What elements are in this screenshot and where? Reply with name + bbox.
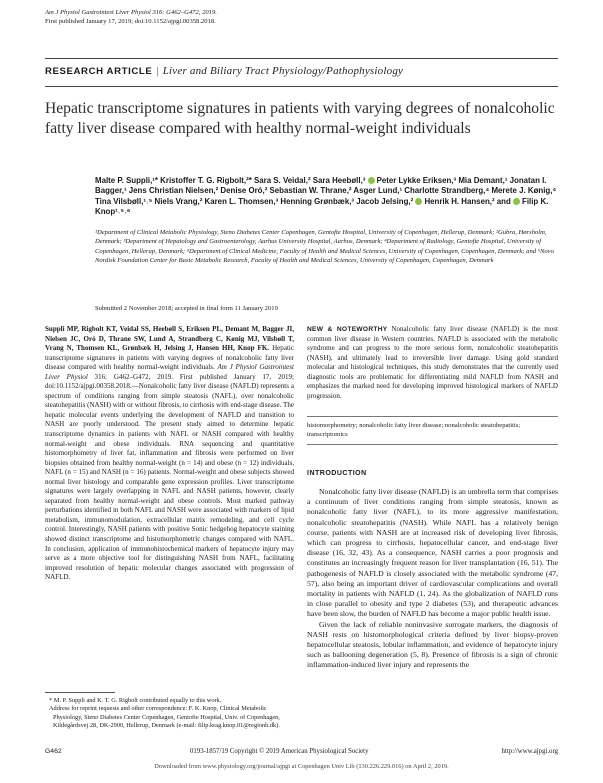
abstract-citation-journal: Am J Physiol Gastrointest Liver Physiol [45,363,295,381]
abstract-citation-authors: Suppli MP, Rigbolt KT, Veidal SS, Heebøll S, Eriksen PL, Demant M, Bagger JI, Nielsen JC, Oró D, Thrane SW, Lund A, Strandberg C, Kønig MJ, Vilsbøll T, Vrang N, Thomsen KL, Grønbæk H, Jelsing J, Hansen HH, Knop FK. [45,325,294,353]
new-noteworthy [307,325,558,401]
affiliations: ¹Department of Clinical Metabolic Physiology, Steno Diabetes Center Copenhagen, Gentofte Hospital, University of Copenhagen, Hellerup, Denmark; ²Gubra, Hørsholm, Denmark; ³Department of Hepatology and Gastroenterology, Aarhus University Hospital, Aarhus, Denmark; ⁴Department of Radiology, Gentofte Hospital, University of Copenhagen, Hellerup, Denmark; ⁵Department of Clinical Medicine, Faculty of Health and Medical Sciences, University of Copenhagen, Copenhagen, Denmark; and ⁶Novo Nordisk Foundation Center for Basic Metabolic Research, Faculty of Health and Medical Sciences, University of Copenhagen, Copenhagen, Denmark [95,229,554,264]
footnote-rule [45,692,115,693]
paper-title: Hepatic transcriptome signatures in patients with varying degrees of nonalcoholic fatty liver disease compared with healthy normal-weight individuals [45,100,555,137]
journal-header [45,8,217,26]
header-rule-bottom [45,86,558,87]
header-rule-top [45,58,558,59]
author-group: Mia Demant,¹ Jonatan I. Bagger,¹ Jens Christian Nielsen,² Denise Oró,² Sebastian W. Thrane,² [95,176,547,196]
author-group: Peter Lykke Eriksen,³ [376,176,457,185]
orcid-icon[interactable] [513,198,520,205]
introduction-paragraph: Nonalcoholic fatty liver disease (NAFLD) is an umbrella term that comprises a continuum of liver conditions ranging from simple steatosis, known as nonalcoholic fatty liver (NAFL), to its more aggressive manifestation, nonalcoholic steatohepatitis (NASH). While NAFL has a relatively benign course, patients with NASH are at increased risk of developing liver fibrosis, which can progress to cirrhosis, hepatocellular cancer, and end-stage liver disease (16, 32, 43). As a consequence, NASH carries a poor prognosis and constitutes an increasingly frequent reason for liver transplantation (16, 51). The pathogenesis of NAFLD is closely associated with the metabolic syndrome (47, 57), also being an important driver of cardiovascular complications and overall mortality in patients with NAFLD (1, 24). As the globalization of NAFLD runs in close parallel to obesity and type 2 diabetes (53), and therapeutic advances have been slow, the burden of NAFLD has become a major public health issue. [307,487,558,619]
keywords-rule-bottom [307,444,558,445]
author-group: Filip K. Knop¹˒⁵˒⁶ [95,196,549,217]
author-group: Malte P. Suppli,¹* Kristoffer T. G. Rigbolt,²* Sara S. Veidal,² Sara Heebøll,³ [95,176,366,185]
introduction-body [307,487,558,671]
new-noteworthy-heading: NEW & NOTEWORTHY [307,326,388,333]
orcid-icon[interactable] [415,198,422,205]
page-number: G462 [45,748,62,755]
article-section: Liver and Biliary Tract Physiology/Pathophysiology [162,65,404,77]
footnotes [45,697,294,731]
introduction-paragraph: Given the lack of reliable noninvasive surrogate markers, the diagnosis of NASH rests on histomorphological criteria defined by liver biopsy-proven hepatocellular steatosis, lobular inflammation, and evidence of hepatocyte injury such as ballooning degeneration (5, 8). Presence of fibrosis is a sign of chronic inflammation-induced liver injury and represents the [307,619,558,670]
footnote-equal-contribution: * M. P. Suppli and K. T. G. Rigbolt contributed equally to this work. [49,697,222,704]
footnote-correspondence: Address for reprint requests and other correspondence: F. K. Knop, Clinical Metabolic Physiology, Steno Diabetes Center Copenhagen, Gentofte Hospital, Univ. of Copenhagen, Kildegårdsvej 28, DK-2900, Hellerup, Denmark (e-mail: filip.krag.knop.01@regionh.dk). [49,705,280,730]
journal-citation: Am J Physiol Gastrointest Liver Physiol 316: G462–G472, 2019. [45,9,217,16]
author-group: Henning Grønbæk,³ Jacob Jelsing,² [280,196,414,206]
orcid-icon[interactable] [368,177,375,184]
article-type [45,65,403,77]
download-note: Downloaded from www.physiology.org/journal/ajpgi at Copenhagen Univ Lib (130.226.229.016) on April 2, 2019. [154,763,449,770]
keywords: histomorphometry; nonalcoholic fatty liver disease; nonalcoholic steatohepatitis; transcriptomics [307,422,521,438]
new-noteworthy-text: Nonalcoholic fatty liver disease (NAFLD) is the most common liver disease in Western countries. NAFLD is associated with the metabolic syndrome and can progress to the more serious form, nonalcoholic steatohepatitis (NASH), and ultimately lead to irreversible liver damage. Using gold standard molecular and histological techniques, this study demonstrates that the currently used diagnostic tools are problematic for differentiating mild NAFLD from NASH and emphasizes the marked need for developing improved histological markers of NAFLD progression. [307,325,559,400]
submission-dates: Submitted 2 November 2018; accepted in final form 11 January 2019 [95,305,278,312]
keywords-rule-top [307,416,558,417]
author-group: Henrik H. Hansen,² and [424,196,511,206]
author-group: Asger Lund,¹ Charlotte Strandberg,⁴ Merete J. Kønig,⁴ Tina Vilsbøll,¹˒⁵ Niels Vrang,² Karen L. Thomsen,³ [95,186,557,206]
abstract-citation-rest: 316: G462–G472, 2019. First published January 17, 2019; doi:10.1152/ajpgi.00358.2018.— [45,372,294,391]
abstract-citation-title: Hepatic transcriptome signatures in patients with varying degrees of nonalcoholic fatty liver disease compared with healthy normal-weight individuals. [45,344,294,372]
article-type-label: RESEARCH ARTICLE [45,66,153,77]
abstract-text: Nonalcoholic fatty liver disease (NAFLD) represents a spectrum of conditions ranging from simple steatosis (NAFL), over nonalcoholic steatohepatitis (NASH) with or without fibrosis, to cirrhosis with end-stage disease. The hepatic molecular events underlying the development of NAFLD and transition to NASH are poorly understood. The present study aimed to determine hepatic transcriptome dynamics in patients with NAFL or NASH compared with healthy normal-weight and obese individuals. RNA sequencing and quantitative histomorphometry of liver fat, inflammation and fibrosis were performed on liver biopsies obtained from healthy normal-weight (n = 14) and obese (n = 12) individuals, NAFL (n = 15) and NASH (n = 16) patients. Normal-weight and obese subjects showed normal liver histology and comparable gene expression profiles. Liver transcriptome signatures were largely overlapping in NAFL and NASH patients, however, clearly separated from healthy normal-weight and obese controls. Most marked pathway perturbations identified in both NAFL and NASH were associated with markers of lipid metabolism, immunomodulation, extracellular matrix remodeling, and cell cycle control. Interestingly, NASH patients with positive Sonic hedgehog hepatocyte staining showed distinct transcriptome and histomorphometric changes compared with NAFL. In conclusion, application of immunohistochemical markers of hepatocyte injury may serve as a more objective tool for distinguishing NASH from NAFL, facilitating improved resolution of hepatic molecular changes associated with progression of NAFLD. [45,382,294,582]
journal-url-link[interactable]: http://www.ajpgi.org [501,748,558,755]
author-list [95,176,560,218]
introduction-heading: INTRODUCTION [307,470,367,477]
journal-published: First published January 17, 2019; doi:10.1152/ajpgi.00358.2018. [45,18,216,25]
article-type-separator: | [156,65,159,77]
copyright: 0193-1857/19 Copyright © 2019 American Physiological Society [190,748,369,755]
abstract [45,325,294,583]
